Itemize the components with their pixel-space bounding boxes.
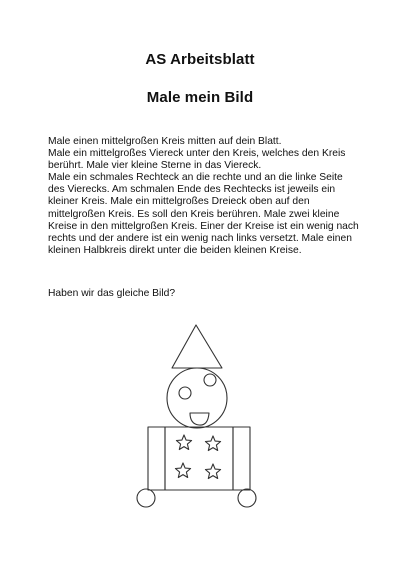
instruction-paragraph-1: Male einen mittelgroßen Kreis mitten auf dein Blatt. bbox=[48, 136, 282, 147]
worksheet-subtitle: Male mein Bild bbox=[146, 89, 254, 106]
left-eye-circle bbox=[179, 387, 191, 399]
left-wheel-circle bbox=[137, 489, 155, 507]
triangle-shape bbox=[172, 325, 222, 368]
worksheet-title: AS Arbeitsblatt bbox=[145, 51, 255, 68]
star-icon bbox=[205, 464, 220, 479]
right-wheel-circle bbox=[238, 489, 256, 507]
question-text: Haben wir das gleiche Bild? bbox=[48, 288, 176, 299]
body-square bbox=[165, 427, 233, 490]
star-icon bbox=[176, 435, 191, 450]
right-side-rectangle bbox=[233, 427, 250, 490]
right-eye-circle bbox=[204, 374, 216, 386]
left-side-rectangle bbox=[148, 427, 165, 490]
head-circle bbox=[167, 368, 227, 428]
star-icon bbox=[175, 463, 190, 478]
instruction-paragraph-2: Male ein mittelgroßes Viereck unter den Kreis, welches den Kreis berührt. Male vier kleine Sterne in das Viereck. bbox=[48, 148, 346, 172]
star-icon bbox=[205, 436, 220, 451]
instruction-paragraph-3: Male ein schmales Rechteck an die rechte und an die linke Seite des Vierecks. Am schmalen Ende des Rechtecks ist jeweils ein kleiner Kreis. Male ein mittelgroßes Dreieck oben auf den mittelgroßen Kreis. Es soll den Kreis berühren. Male zwei kleine Kreise in den mittelgroßen Kreis. Einer der Kreise ist ein wenig nach rechts und der andere ist ein wenig nach links versetzt. Male einen kleinen Halbkreis direkt unter die beiden kleinen Kreise. bbox=[48, 172, 359, 256]
mouth-half-circle bbox=[190, 413, 209, 425]
